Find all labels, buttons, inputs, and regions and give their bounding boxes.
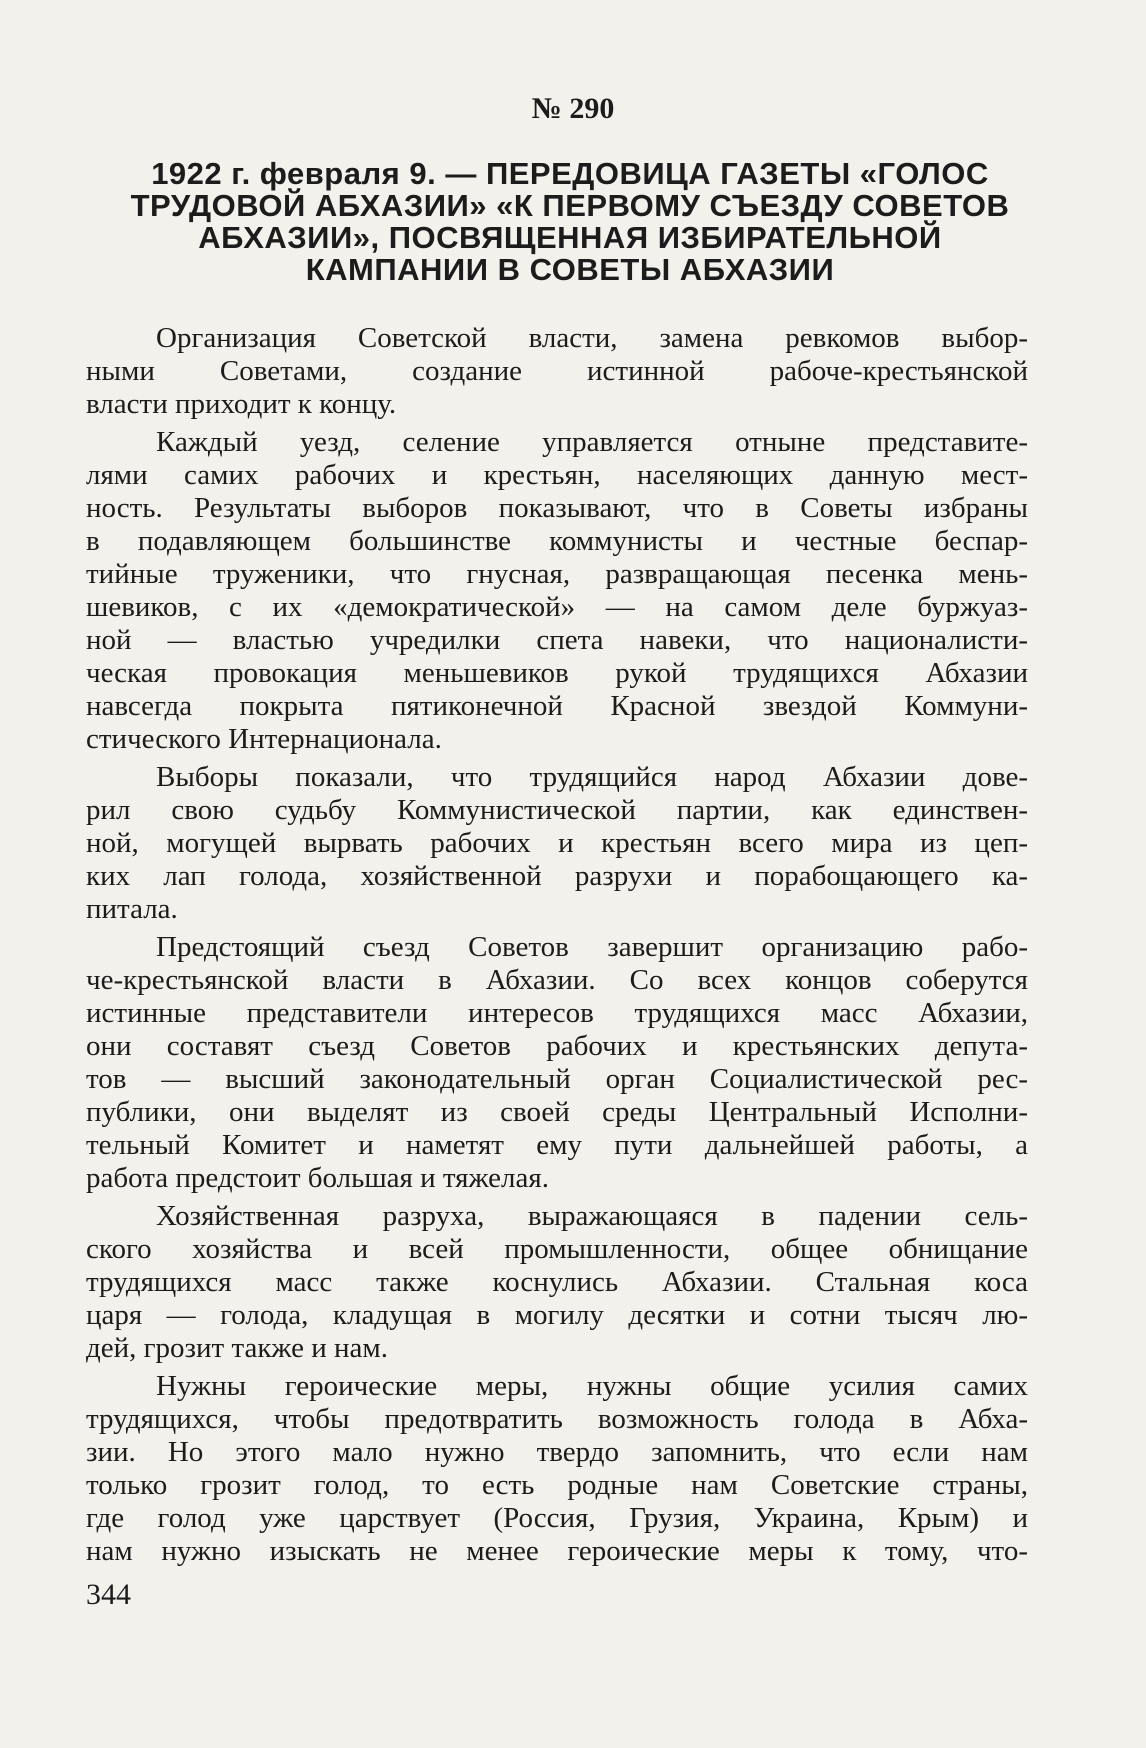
paragraph (86, 426, 1028, 756)
paragraph-line: ность. Результаты выборов показывают, что в Советы избраны (86, 492, 1028, 524)
paragraph-line: ких лап голода, хозяйственной разрухи и порабощающего ка- (86, 860, 1028, 892)
paragraph-line: дей, грозит также и нам. (86, 1332, 388, 1364)
title-line: АБХАЗИИ», ПОСВЯЩЕННАЯ ИЗБИРАТЕЛЬНОЙ (198, 220, 942, 255)
paragraph-line: тов — высший законодательный орган Социалистической рес- (86, 1063, 1028, 1095)
document-number: № 290 (531, 92, 615, 125)
paragraph-line: работа предстоит большая и тяжелая. (86, 1162, 549, 1194)
paragraph-line: в подавляющем большинстве коммунисты и честные беспар- (86, 525, 1028, 557)
paragraph (86, 1370, 1028, 1568)
paragraph-line: питала. (86, 893, 178, 925)
paragraph-line: публики, они выделят из своей среды Центральный Исполни- (86, 1096, 1028, 1128)
paragraph (86, 761, 1028, 926)
paragraph-line: Организация Советской власти, замена ревкомов выбор- (156, 322, 1028, 354)
paragraph (86, 322, 1028, 421)
title-line: 1922 г. февраля 9. — ПЕРЕДОВИЦА ГАЗЕТЫ «ГОЛОС (151, 156, 989, 191)
paragraph-line: Нужны героические меры, нужны общие усилия самих (156, 1370, 1028, 1402)
paragraph-line: Выборы показали, что трудящийся народ Абхазии дове- (156, 761, 1028, 793)
paragraph-line: ной, могущей вырвать рабочих и крестьян всего мира из цеп- (86, 827, 1028, 859)
paragraph-line: тельный Комитет и наметят ему пути дальнейшей работы, а (86, 1129, 1028, 1161)
paragraph-line: ной — властью учредилки спета навеки, что националисти- (86, 624, 1028, 656)
paragraph-line: трудящихся масс также коснулись Абхазии. Стальная коса (86, 1266, 1028, 1298)
paragraph-line: ского хозяйства и всей промышленности, общее обнищание (86, 1233, 1028, 1265)
paragraph-line: ными Советами, создание истинной рабоче-крестьянской (86, 355, 1028, 387)
article-body (86, 322, 1028, 1568)
paragraph-line: истинные представители интересов трудящихся масс Абхазии, (86, 997, 1028, 1029)
paragraph-line: трудящихся, чтобы предотвратить возможность голода в Абха- (86, 1403, 1028, 1435)
paragraph-line: рил свою судьбу Коммунистической партии, как единствен- (86, 794, 1028, 826)
paragraph (86, 1200, 1028, 1365)
paragraph-line: лями самих рабочих и крестьян, населяющих данную мест- (86, 459, 1028, 491)
paragraph-line: стического Интернационала. (86, 723, 442, 755)
paragraph (86, 931, 1028, 1195)
document-title (112, 158, 1028, 286)
paragraph-line: че-крестьянской власти в Абхазии. Со всех концов соберутся (86, 964, 1028, 996)
paragraph-line: власти приходит к концу. (86, 388, 397, 420)
paragraph-line: только грозит голод, то есть родные нам Советские страны, (86, 1469, 1028, 1501)
paragraph-line: ческая провокация меньшевиков рукой трудящихся Абхазии (86, 657, 1028, 689)
paragraph-line: где голод уже царствует (Россия, Грузия, Украина, Крым) и (86, 1502, 1028, 1534)
paragraph-line: Хозяйственная разруха, выражающаяся в падении сель- (156, 1200, 1028, 1232)
paragraph-line: царя — голода, кладущая в могилу десятки и сотни тысяч лю- (86, 1299, 1028, 1331)
paragraph-line: Предстоящий съезд Советов завершит организацию рабо- (156, 931, 1028, 963)
title-line: ТРУДОВОЙ АБХАЗИИ» «К ПЕРВОМУ СЪЕЗДУ СОВЕТОВ (130, 188, 1010, 223)
paragraph-line: нам нужно изыскать не менее героические меры к тому, что- (86, 1535, 1028, 1567)
paragraph-line: навсегда покрыта пятиконечной Красной звездой Коммуни- (86, 690, 1028, 722)
paragraph-line: шевиков, с их «демократической» — на самом деле буржуаз- (86, 591, 1028, 623)
paragraph-line: они составят съезд Советов рабочих и крестьянских депута- (86, 1030, 1028, 1062)
paragraph-line: зии. Но этого мало нужно твердо запомнить, что если нам (86, 1436, 1028, 1468)
paragraph-line: тийные труженики, что гнусная, развращающая песенка мень- (86, 558, 1028, 590)
page-number: 344 (86, 1578, 131, 1611)
paragraph-line: Каждый уезд, селение управляется отныне представите- (156, 426, 1028, 458)
title-line: КАМПАНИИ В СОВЕТЫ АБХАЗИИ (305, 252, 835, 287)
